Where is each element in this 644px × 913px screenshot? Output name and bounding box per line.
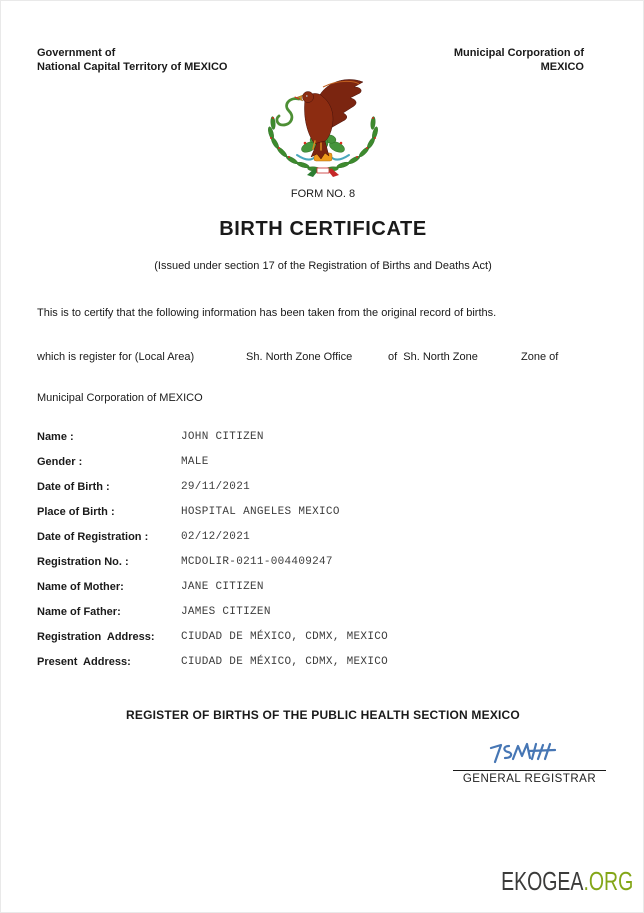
field-value: MALE: [181, 456, 209, 468]
register-zone-value: of Sh. North Zone: [388, 351, 478, 363]
signatory-title: GENERAL REGISTRAR: [462, 773, 597, 785]
field-row-place-of-birth: [37, 506, 607, 520]
issuer-left-line2: National Capital Territory of MEXICO: [37, 61, 228, 73]
zone-of-label: Zone of: [521, 351, 559, 363]
issuer-left: [37, 46, 228, 74]
field-row-gender: [37, 456, 607, 470]
signature-line: [453, 770, 606, 771]
field-label: Date of Birth :: [37, 481, 110, 493]
certify-statement: This is to certify that the following information has been taken from the original record of births.: [37, 307, 497, 319]
issuer-right-line1: Municipal Corporation of: [453, 47, 584, 59]
field-label: Name :: [37, 431, 74, 443]
mexico-coat-of-arms-icon: [259, 73, 387, 179]
register-for-line: [1, 351, 644, 365]
field-value: CIUDAD DE MÉXICO, CDMX, MEXICO: [181, 656, 389, 668]
field-row-date-of-birth: [37, 481, 607, 495]
register-of-births-statement: REGISTER OF BIRTHS OF THE PUBLIC HEALTH SECTION MEXICO: [126, 708, 520, 722]
field-row-mother-name: [37, 581, 607, 595]
field-value: JAMES CITIZEN: [181, 606, 271, 618]
field-label: Name of Mother:: [37, 581, 124, 593]
field-row-registration-no: [37, 556, 607, 570]
watermark-tld: .ORG: [583, 866, 633, 896]
field-label: Name of Father:: [37, 606, 121, 618]
field-value: 29/11/2021: [181, 481, 251, 493]
register-for-label: which is register for (Local Area): [37, 351, 195, 363]
field-value: JOHN CITIZEN: [181, 431, 264, 443]
field-label: Place of Birth :: [37, 506, 115, 518]
watermark-brand: EKOGEA: [500, 866, 584, 896]
field-row-registration-address: [37, 631, 607, 645]
issuer-left-line1: Government of: [37, 47, 116, 59]
document-title: BIRTH CERTIFICATE: [219, 218, 427, 240]
registrar-signature-icon: [487, 738, 565, 768]
document-subtitle: (Issued under section 17 of the Registration of Births and Deaths Act): [154, 260, 492, 272]
issuer-right: [454, 46, 584, 74]
field-row-name: [37, 431, 607, 445]
field-row-present-address: [37, 656, 607, 670]
field-value: 02/12/2021: [181, 531, 251, 543]
field-value: JANE CITIZEN: [181, 581, 264, 593]
field-label: Date of Registration :: [37, 531, 149, 543]
field-label: Registration Address:: [37, 631, 155, 643]
field-label: Registration No. :: [37, 556, 129, 568]
form-number: FORM NO. 8: [290, 188, 356, 200]
field-value: MCDOLIR-0211-004409247: [181, 556, 333, 568]
issuer-right-line2: MEXICO: [540, 61, 584, 73]
field-row-father-name: [37, 606, 607, 620]
register-corporation-line: Municipal Corporation of MEXICO: [37, 392, 203, 404]
field-label: Present Address:: [37, 656, 131, 668]
field-value: CIUDAD DE MÉXICO, CDMX, MEXICO: [181, 631, 389, 643]
field-value: HOSPITAL ANGELES MEXICO: [181, 506, 340, 518]
field-row-date-of-registration: [37, 531, 607, 545]
register-office-value: Sh. North Zone Office: [246, 351, 353, 363]
field-label: Gender :: [37, 456, 83, 468]
ekogea-watermark: [501, 866, 633, 897]
snake: [277, 97, 299, 125]
